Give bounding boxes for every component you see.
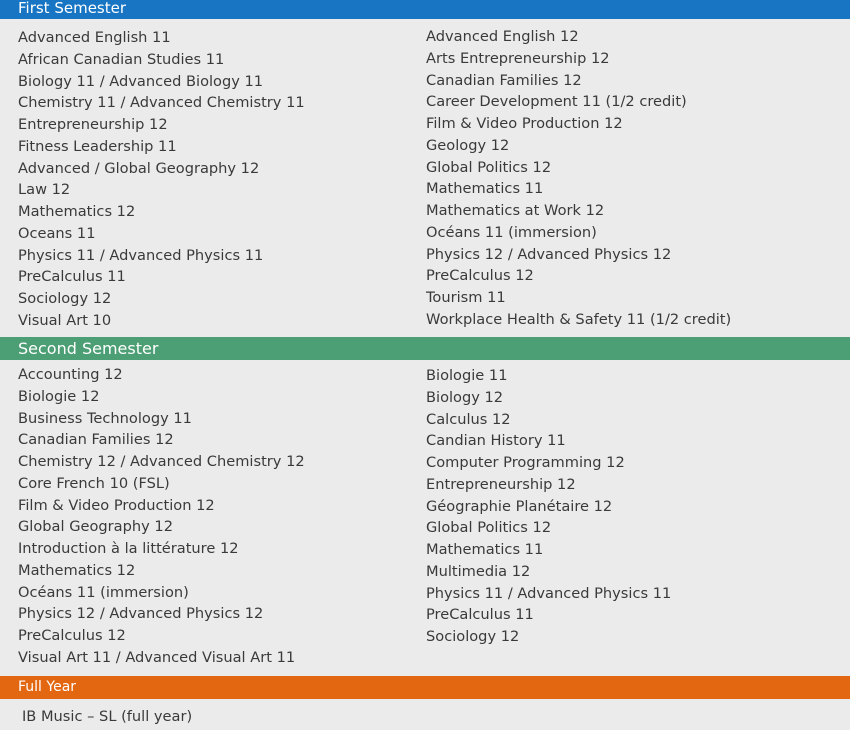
course-item: Law 12 — [18, 181, 71, 199]
course-item: Mathematics 11 — [426, 541, 544, 558]
course-item: Canadian Families 12 — [18, 431, 174, 449]
course-item: Global Geography 12 — [18, 518, 173, 536]
course-item: Geology 12 — [426, 136, 510, 154]
course-item: Global Politics 12 — [426, 158, 552, 176]
course-item: Introduction à la littérature 12 — [18, 540, 239, 557]
course-item: Business Technology 11 — [18, 409, 192, 427]
course-item: Mathematics 12 — [18, 203, 136, 220]
first-semester-header: First Semester — [0, 0, 850, 19]
course-item: Canadian Families 12 — [426, 71, 582, 89]
course-item: Biology 11 / Advanced Biology 11 — [18, 72, 264, 90]
course-item: Advanced English 11 — [18, 29, 171, 46]
course-item: Tourism 11 — [426, 289, 506, 306]
course-item: Candian History 11 — [426, 432, 566, 450]
course-item: Visual Art 11 / Advanced Visual Art 11 — [18, 648, 296, 666]
course-item: Multimedia 12 — [426, 562, 531, 580]
course-item: PreCalculus 11 — [426, 606, 534, 624]
course-item: IB Music – SL (full year) — [22, 708, 193, 725]
course-item: Sociology 12 — [18, 290, 112, 307]
course-item: Physics 11 / Advanced Physics 11 — [426, 584, 672, 602]
second-semester-left-list — [18, 364, 305, 669]
course-item: Visual Art 10 — [18, 311, 112, 329]
course-item: Océans 11 (immersion) — [18, 583, 189, 601]
course-item: Chemistry 11 / Advanced Chemistry 11 — [18, 94, 305, 112]
first-semester-left-list — [18, 27, 305, 332]
course-item: Biology 12 — [426, 388, 504, 406]
second-semester-right-list — [426, 365, 671, 648]
course-item: Global Politics 12 — [426, 519, 552, 537]
course-item: Oceans 11 — [18, 224, 96, 242]
course-item: Film & Video Production 12 — [18, 496, 215, 514]
full-year-list — [22, 706, 192, 728]
course-item: Sociology 12 — [426, 628, 520, 645]
course-item: Advanced English 12 — [426, 28, 579, 45]
course-item: Film & Video Production 12 — [426, 115, 623, 132]
course-item: Entrepreneurship 12 — [426, 475, 576, 493]
course-item: Biologie 11 — [426, 367, 508, 384]
course-item: PreCalculus 12 — [18, 627, 126, 644]
full-year-header: Full Year — [0, 676, 850, 699]
course-item: Career Development 11 (1/2 credit) — [426, 93, 687, 111]
course-item: PreCalculus 11 — [18, 268, 126, 286]
course-item: Workplace Health & Safety 11 (1/2 credit) — [426, 310, 732, 328]
course-item: Géographie Planétaire 12 — [426, 497, 613, 515]
course-item: Core French 10 (FSL) — [18, 474, 170, 492]
course-item: Biologie 12 — [18, 387, 100, 405]
course-item: Physics 12 / Advanced Physics 12 — [426, 245, 672, 263]
course-item: Fitness Leadership 11 — [18, 137, 177, 155]
course-item: Accounting 12 — [18, 366, 123, 383]
course-item: Physics 12 / Advanced Physics 12 — [18, 605, 264, 623]
course-item: Calculus 12 — [426, 410, 511, 428]
course-item: Mathematics at Work 12 — [426, 202, 605, 219]
first-semester-right-list — [426, 26, 731, 331]
course-item: Arts Entrepreneurship 12 — [426, 49, 610, 67]
course-item: Physics 11 / Advanced Physics 11 — [18, 246, 264, 264]
course-item: African Canadian Studies 11 — [18, 50, 225, 68]
course-item: Mathematics 11 — [426, 180, 544, 198]
course-item: PreCalculus 12 — [426, 267, 534, 285]
second-semester-header: Second Semester — [0, 337, 850, 360]
course-item: Océans 11 (immersion) — [426, 223, 597, 241]
course-item: Computer Programming 12 — [426, 454, 625, 471]
course-item: Entrepreneurship 12 — [18, 116, 168, 133]
course-item: Advanced / Global Geography 12 — [18, 159, 260, 177]
course-item: Chemistry 12 / Advanced Chemistry 12 — [18, 453, 305, 470]
course-item: Mathematics 12 — [18, 561, 136, 579]
